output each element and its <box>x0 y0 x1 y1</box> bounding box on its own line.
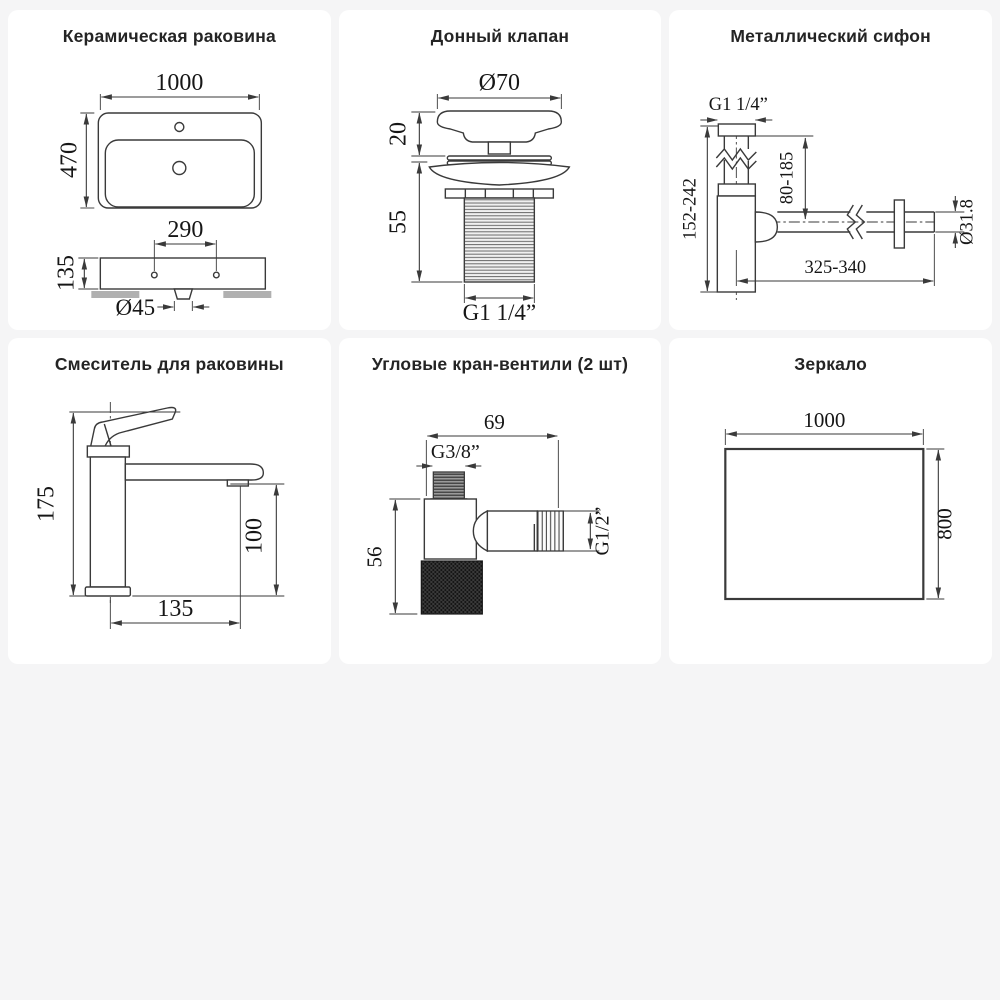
dim-inlet-height <box>756 136 814 219</box>
svg-text:G1 1/4”: G1 1/4” <box>462 300 536 325</box>
knurled-handle <box>421 561 482 614</box>
collar-nut <box>719 184 756 196</box>
dim-pipe-diameter <box>936 196 978 248</box>
cartridge <box>87 446 129 457</box>
inlet-nut <box>719 124 756 136</box>
svg-text:80-185: 80-185 <box>777 151 798 205</box>
dim-spout-height <box>132 484 284 596</box>
svg-text:1000: 1000 <box>155 70 204 96</box>
dim-thread <box>462 284 535 325</box>
dim-inlet-thread <box>701 95 773 120</box>
valve-saucer <box>429 163 569 186</box>
angle-valve-drawing <box>339 338 662 664</box>
sink-top-view <box>98 113 261 208</box>
svg-text:20: 20 <box>384 122 411 146</box>
svg-text:800: 800 <box>932 508 957 540</box>
panel-title: Угловые кран-вентили (2 шт) <box>371 354 629 374</box>
svg-text:G1/2”: G1/2” <box>590 506 613 556</box>
svg-text:175: 175 <box>33 486 60 522</box>
panel-title: Зеркало <box>794 354 868 374</box>
outlet-cylinder <box>487 511 537 551</box>
base-plate <box>85 587 130 596</box>
panel-title: Металлический сифон <box>730 26 931 46</box>
threaded-pipe <box>464 198 534 282</box>
sink-side-view <box>91 258 271 299</box>
dim-height <box>362 499 420 614</box>
panel-drain-valve <box>339 10 662 330</box>
wall-flange <box>895 200 905 248</box>
main-block <box>424 499 476 559</box>
sink-drawing <box>8 10 331 330</box>
svg-text:470: 470 <box>56 142 83 178</box>
aerator <box>227 480 248 486</box>
panel-mirror <box>669 338 992 664</box>
dim-width <box>100 70 259 110</box>
mirror-drawing <box>669 338 992 664</box>
valve-body <box>421 472 563 614</box>
outlet-thread-section <box>537 511 563 551</box>
svg-text:290: 290 <box>167 217 204 243</box>
valve-flange <box>445 189 553 198</box>
svg-text:100: 100 <box>241 518 268 554</box>
elbow <box>756 212 778 242</box>
svg-text:152-242: 152-242 <box>680 178 701 240</box>
panel-metal-siphon <box>669 10 992 330</box>
svg-text:55: 55 <box>384 210 411 234</box>
svg-text:Ø70: Ø70 <box>478 70 520 96</box>
panel-angle-valves <box>339 338 662 664</box>
dim-depth <box>56 113 94 208</box>
panel-basin-mixer <box>8 338 331 664</box>
dim-body-length <box>385 162 462 282</box>
dim-spout-reach <box>110 486 240 629</box>
panel-ceramic-sink <box>8 10 331 330</box>
valve-stem <box>488 142 510 154</box>
svg-text:G1 1/4”: G1 1/4” <box>709 95 769 115</box>
valve-body <box>429 111 569 282</box>
svg-text:Ø31.8: Ø31.8 <box>957 199 978 245</box>
siphon-drawing <box>669 10 992 330</box>
svg-text:Ø45: Ø45 <box>115 295 156 320</box>
dim-side-height <box>53 255 98 291</box>
inlet-thread <box>433 472 464 499</box>
dim-width <box>726 408 924 445</box>
drain-outlet <box>174 289 192 299</box>
body-column <box>90 457 125 587</box>
dim-drain <box>116 295 210 320</box>
panel-title: Смеситель для раковины <box>54 354 284 374</box>
svg-text:56: 56 <box>361 546 386 568</box>
panel-title: Керамическая раковина <box>62 26 276 46</box>
dim-cap-diameter <box>437 70 561 109</box>
mixer-drawing <box>8 338 331 664</box>
drain-valve-drawing <box>339 10 662 330</box>
mixer-body <box>85 408 263 597</box>
mirror-outline <box>726 449 924 599</box>
svg-text:69: 69 <box>483 410 505 434</box>
svg-text:325-340: 325-340 <box>804 258 867 278</box>
dim-height <box>927 449 957 599</box>
spout <box>125 464 263 480</box>
svg-text:1000: 1000 <box>803 408 846 432</box>
svg-text:135: 135 <box>157 596 194 622</box>
svg-text:135: 135 <box>53 255 80 291</box>
valve-cap <box>437 111 561 142</box>
dim-outlet-thread <box>563 507 613 556</box>
panel-title: Донный клапан <box>430 26 570 46</box>
dim-height-range <box>681 126 719 292</box>
dim-cap-height <box>385 112 445 156</box>
handle-lever <box>90 408 175 449</box>
foot-pad-right <box>223 291 271 298</box>
svg-text:G3/8”: G3/8” <box>430 441 480 463</box>
